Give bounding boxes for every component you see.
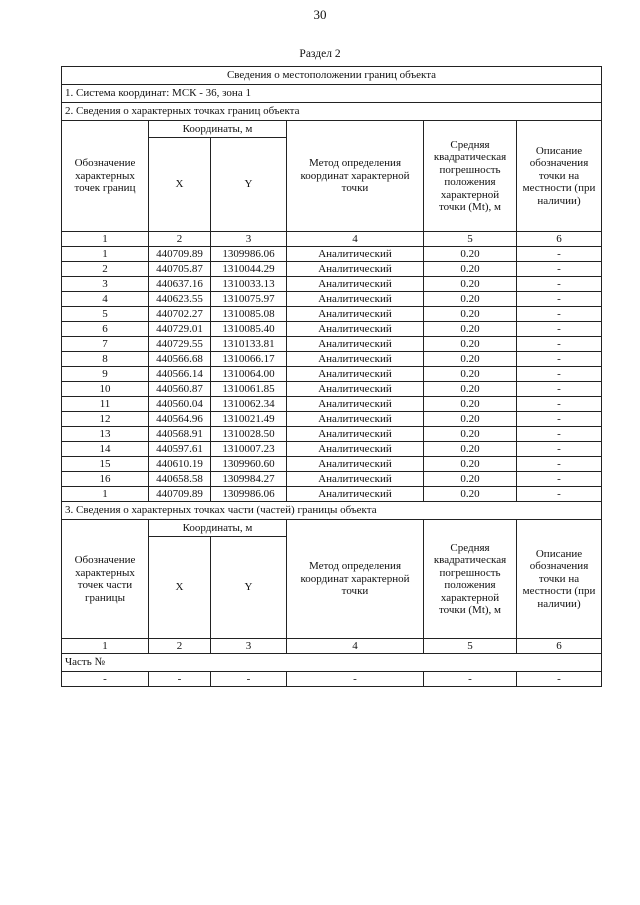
column-number: 4 bbox=[287, 232, 424, 247]
coord-system: 1. Система координат: МСК - 36, зона 1 bbox=[62, 85, 602, 103]
table-cell: 440709.89 bbox=[149, 487, 211, 502]
table-cell: 0.20 bbox=[424, 457, 517, 472]
table-cell: - bbox=[62, 672, 149, 687]
table-row bbox=[62, 472, 602, 487]
header-description: Описание обозначения точки на местности (при наличии) bbox=[517, 121, 602, 232]
table-cell: - bbox=[517, 262, 602, 277]
table-cell: 0.20 bbox=[424, 247, 517, 262]
table-cell: Аналитический bbox=[287, 322, 424, 337]
table-cell: Аналитический bbox=[287, 427, 424, 442]
table-cell: 1310075.97 bbox=[211, 292, 287, 307]
table-cell: 4 bbox=[62, 292, 149, 307]
header-x: X bbox=[149, 537, 211, 639]
column-number: 5 bbox=[424, 232, 517, 247]
table-cell: Аналитический bbox=[287, 277, 424, 292]
table-cell: - bbox=[211, 672, 287, 687]
table-cell: 1 bbox=[62, 247, 149, 262]
column-number: 6 bbox=[517, 639, 602, 654]
table-cell: 0.20 bbox=[424, 337, 517, 352]
table-row bbox=[62, 367, 602, 382]
table-row bbox=[62, 487, 602, 502]
table-cell: 440568.91 bbox=[149, 427, 211, 442]
table-cell: 0.20 bbox=[424, 427, 517, 442]
table-cell: - bbox=[517, 427, 602, 442]
table-cell: 1310033.13 bbox=[211, 277, 287, 292]
table-cell: 440705.87 bbox=[149, 262, 211, 277]
table-cell: 1310044.29 bbox=[211, 262, 287, 277]
table-cell: Аналитический bbox=[287, 382, 424, 397]
table-cell: - bbox=[517, 412, 602, 427]
table-cell: - bbox=[517, 277, 602, 292]
table-cell: - bbox=[287, 672, 424, 687]
table-cell: 440566.68 bbox=[149, 352, 211, 367]
table-cell: Аналитический bbox=[287, 457, 424, 472]
column-number-row bbox=[62, 232, 602, 247]
table-cell: Аналитический bbox=[287, 262, 424, 277]
table-cell: - bbox=[517, 367, 602, 382]
table-cell: 0.20 bbox=[424, 487, 517, 502]
table-cell: - bbox=[517, 442, 602, 457]
table-cell: 0.20 bbox=[424, 472, 517, 487]
table-cell: 1310007.23 bbox=[211, 442, 287, 457]
table-cell: - bbox=[517, 352, 602, 367]
table-cell: 440597.61 bbox=[149, 442, 211, 457]
header-x: X bbox=[149, 138, 211, 232]
column-number: 2 bbox=[149, 232, 211, 247]
table-cell: - bbox=[517, 292, 602, 307]
table-cell: 440610.19 bbox=[149, 457, 211, 472]
table-cell: Аналитический bbox=[287, 487, 424, 502]
table-cell: 1310021.49 bbox=[211, 412, 287, 427]
table-row bbox=[62, 412, 602, 427]
table-cell: 0.20 bbox=[424, 307, 517, 322]
table-cell: - bbox=[517, 307, 602, 322]
table-cell: 10 bbox=[62, 382, 149, 397]
table-cell: 1310062.34 bbox=[211, 397, 287, 412]
table-cell: 6 bbox=[62, 322, 149, 337]
column-number: 2 bbox=[149, 639, 211, 654]
table-row bbox=[62, 352, 602, 367]
table-row bbox=[62, 457, 602, 472]
table-cell: 440566.14 bbox=[149, 367, 211, 382]
table-cell: Аналитический bbox=[287, 412, 424, 427]
page-number: 30 bbox=[313, 7, 327, 22]
column-number-row bbox=[62, 639, 602, 654]
table-cell: - bbox=[517, 672, 602, 687]
table-cell: - bbox=[517, 337, 602, 352]
column-number: 6 bbox=[517, 232, 602, 247]
header-description: Описание обозначения точки на местности (при наличии) bbox=[517, 520, 602, 639]
table-cell: 13 bbox=[62, 427, 149, 442]
table-cell: 0.20 bbox=[424, 322, 517, 337]
table-row bbox=[62, 672, 602, 687]
table-cell: 1310085.08 bbox=[211, 307, 287, 322]
table-cell: - bbox=[517, 247, 602, 262]
table-cell: 5 bbox=[62, 307, 149, 322]
header-coords: Координаты, м bbox=[149, 520, 287, 537]
header-y: Y bbox=[211, 537, 287, 639]
table-cell: - bbox=[149, 672, 211, 687]
column-number: 3 bbox=[211, 639, 287, 654]
table-cell: 11 bbox=[62, 397, 149, 412]
table-cell: 440560.87 bbox=[149, 382, 211, 397]
table-cell: 14 bbox=[62, 442, 149, 457]
table-cell: Аналитический bbox=[287, 352, 424, 367]
table-cell: 440637.16 bbox=[149, 277, 211, 292]
table-cell: - bbox=[424, 672, 517, 687]
table-title: Сведения о местоположении границ объекта bbox=[62, 67, 602, 85]
table-cell: 1 bbox=[62, 487, 149, 502]
table-cell: - bbox=[517, 322, 602, 337]
part-label: Часть № bbox=[62, 654, 602, 672]
table-cell: 0.20 bbox=[424, 397, 517, 412]
header-method: Метод определения координат характерной точки bbox=[287, 520, 424, 639]
table-cell: 440729.55 bbox=[149, 337, 211, 352]
table-cell: 1309984.27 bbox=[211, 472, 287, 487]
table-cell: 12 bbox=[62, 412, 149, 427]
header-coords: Координаты, м bbox=[149, 121, 287, 138]
table-cell: 440658.58 bbox=[149, 472, 211, 487]
table-cell: 9 bbox=[62, 367, 149, 382]
column-number: 5 bbox=[424, 639, 517, 654]
table-cell: 440702.27 bbox=[149, 307, 211, 322]
header-method: Метод определения координат характерной точки bbox=[287, 121, 424, 232]
table-row bbox=[62, 247, 602, 262]
table-cell: 1310085.40 bbox=[211, 322, 287, 337]
table-row bbox=[62, 397, 602, 412]
table-cell: 16 bbox=[62, 472, 149, 487]
table-cell: 440709.89 bbox=[149, 247, 211, 262]
table-row bbox=[62, 307, 602, 322]
table-cell: 3 bbox=[62, 277, 149, 292]
table-cell: 8 bbox=[62, 352, 149, 367]
table-cell: 15 bbox=[62, 457, 149, 472]
table-cell: 1309986.06 bbox=[211, 487, 287, 502]
table-cell: - bbox=[517, 382, 602, 397]
header-point: Обозначение характерных точек границ bbox=[62, 121, 149, 232]
table-cell: 0.20 bbox=[424, 292, 517, 307]
table-cell: 1310066.17 bbox=[211, 352, 287, 367]
section3-title: 3. Сведения о характерных точках части (частей) границы объекта bbox=[62, 502, 602, 520]
table-row bbox=[62, 292, 602, 307]
table-cell: - bbox=[517, 487, 602, 502]
header-error: Средняя квадратическая погрешность положения характерной точки (Mt), м bbox=[424, 121, 517, 232]
table-cell: 0.20 bbox=[424, 382, 517, 397]
table-row bbox=[62, 442, 602, 457]
table-cell: Аналитический bbox=[287, 442, 424, 457]
table-cell: 440623.55 bbox=[149, 292, 211, 307]
table-row bbox=[62, 427, 602, 442]
table-cell: 0.20 bbox=[424, 262, 517, 277]
table-cell: 440729.01 bbox=[149, 322, 211, 337]
section-label: Раздел 2 bbox=[299, 48, 341, 60]
column-number: 3 bbox=[211, 232, 287, 247]
table-cell: Аналитический bbox=[287, 472, 424, 487]
table-cell: - bbox=[517, 472, 602, 487]
table-cell: Аналитический bbox=[287, 337, 424, 352]
table-cell: 7 bbox=[62, 337, 149, 352]
table-cell: 1310133.81 bbox=[211, 337, 287, 352]
table-cell: - bbox=[517, 457, 602, 472]
column-number: 1 bbox=[62, 639, 149, 654]
section2-title: 2. Сведения о характерных точках границ объекта bbox=[62, 103, 602, 121]
table-cell: Аналитический bbox=[287, 292, 424, 307]
table-cell: Аналитический bbox=[287, 307, 424, 322]
table-row bbox=[62, 382, 602, 397]
header-error: Средняя квадратическая погрешность положения характерной точки (Mt), м bbox=[424, 520, 517, 639]
table-cell: 0.20 bbox=[424, 442, 517, 457]
column-number: 4 bbox=[287, 639, 424, 654]
header-point: Обозначение характерных точек части границы bbox=[62, 520, 149, 639]
table-cell: 1309986.06 bbox=[211, 247, 287, 262]
table-row bbox=[62, 337, 602, 352]
table-cell: 1310061.85 bbox=[211, 382, 287, 397]
table-cell: 2 bbox=[62, 262, 149, 277]
table-row bbox=[62, 262, 602, 277]
table-cell: 0.20 bbox=[424, 412, 517, 427]
boundary-table bbox=[61, 66, 602, 687]
table-cell: 1310064.00 bbox=[211, 367, 287, 382]
table-cell: 1309960.60 bbox=[211, 457, 287, 472]
table-row bbox=[62, 322, 602, 337]
column-number: 1 bbox=[62, 232, 149, 247]
table-cell: 440564.96 bbox=[149, 412, 211, 427]
header-y: Y bbox=[211, 138, 287, 232]
table-row bbox=[62, 277, 602, 292]
table-cell: 0.20 bbox=[424, 277, 517, 292]
table-cell: Аналитический bbox=[287, 367, 424, 382]
table-cell: 0.20 bbox=[424, 367, 517, 382]
table-cell: 0.20 bbox=[424, 352, 517, 367]
table-cell: 440560.04 bbox=[149, 397, 211, 412]
table-cell: - bbox=[517, 397, 602, 412]
table-cell: Аналитический bbox=[287, 247, 424, 262]
table-cell: 1310028.50 bbox=[211, 427, 287, 442]
table-cell: Аналитический bbox=[287, 397, 424, 412]
